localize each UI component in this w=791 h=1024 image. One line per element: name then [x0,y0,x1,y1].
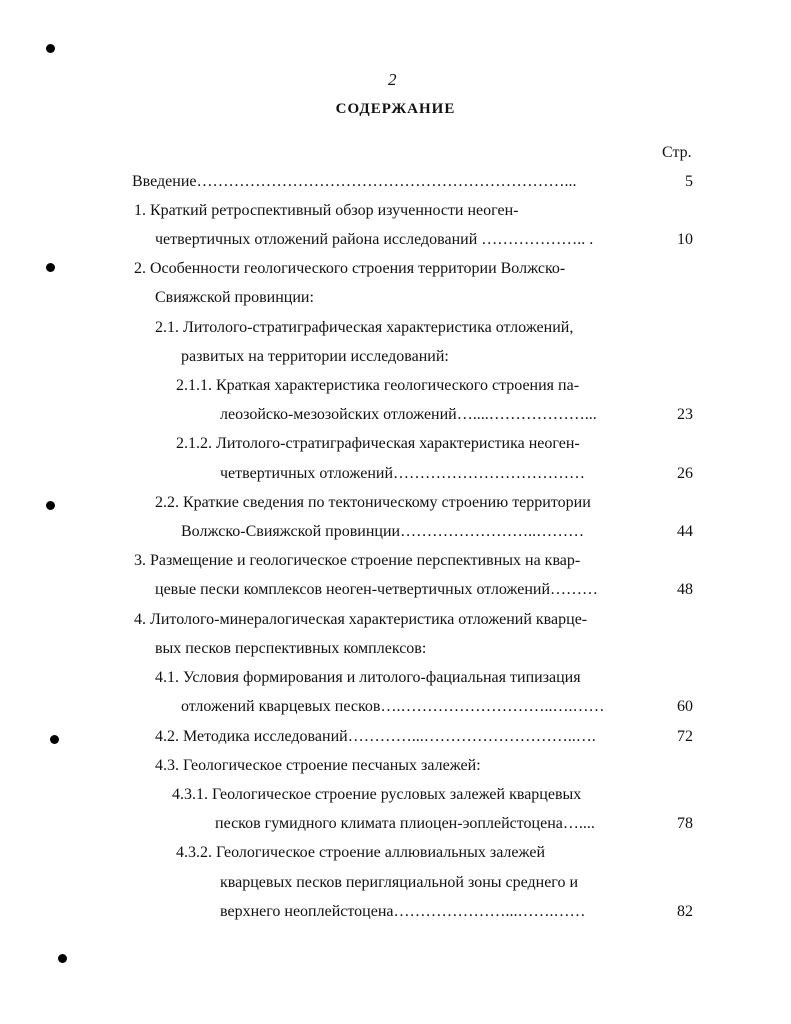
page-title: СОДЕРЖАНИЕ [335,101,456,117]
toc-line: 4. Литолого-минералогическая характеристика отложений кварце- [134,611,588,628]
toc-page: 5 [685,173,693,190]
toc-line: четвертичных отложений района исследований ……………….. . [155,231,594,248]
toc-line: леозойско-мезозойских отложений…....………………... [220,406,597,423]
toc-line: 3. Размещение и геологическое строение перспективных на квар- [134,552,581,569]
margin-dot [58,954,67,963]
toc-page: 48 [677,581,693,598]
page-number: 2 [388,70,397,89]
toc-line: верхнего неоплейстоцена…………………...…….…… [220,903,586,920]
toc-line: отложений кварцевых песков….………………………..….…… [181,698,605,715]
toc-line: четвертичных отложений……………………………… [220,465,586,482]
toc-page: 78 [677,815,693,832]
margin-dot [50,735,59,744]
toc-line: развитых на территории исследований: [181,348,449,365]
toc-page: 72 [677,728,693,745]
toc-line: Свияжской провинции: [155,289,314,306]
toc-page: 23 [677,406,693,423]
toc-line: вых песков перспективных комплексов: [155,640,427,657]
margin-dot [46,44,55,53]
toc-line: 2.2. Краткие сведения по тектоническому строению территории [155,494,591,511]
toc-line: Введение……………………………………………………………... [132,173,577,190]
toc-line: 4.2. Методика исследований…………...………………………..…. [155,728,596,745]
toc-line: 2.1. Литолого-стратиграфическая характеристика отложений, [155,319,574,336]
page-column-label: Стр. [662,144,692,161]
toc-line: 4.3.1. Геологическое строение русловых залежей кварцевых [172,786,582,803]
margin-dot [46,501,55,510]
toc-page: 82 [677,903,693,920]
toc-page: 26 [677,465,693,482]
toc-page: 44 [677,523,693,540]
toc-line: Волжско-Свияжской провинции……………………..……… [181,523,585,540]
toc-line: песков гумидного климата плиоцен-эоплейстоцена….... [215,815,595,832]
toc-line: 2. Особенности геологического строения территории Волжско- [134,260,566,277]
toc-line: 4.1. Условия формирования и литолого-фациальная типизация [155,669,581,686]
margin-dot [46,263,55,272]
toc-line: 4.3. Геологическое строение песчаных залежей: [155,757,481,774]
toc-page: 60 [677,698,693,715]
toc-line: кварцевых песков перигляциальной зоны среднего и [220,874,579,891]
toc-line: цевые пески комплексов неоген-четвертичных отложений……… [155,581,599,598]
toc-line: 1. Краткий ретроспективный обзор изученности неоген- [134,202,519,219]
toc-line: 2.1.1. Краткая характеристика геологического строения па- [176,377,580,394]
toc-line: 2.1.2. Литолого-стратиграфическая характеристика неоген- [176,435,580,452]
toc-page: 10 [677,231,693,248]
toc-line: 4.3.2. Геологическое строение аллювиальных залежей [176,844,546,861]
